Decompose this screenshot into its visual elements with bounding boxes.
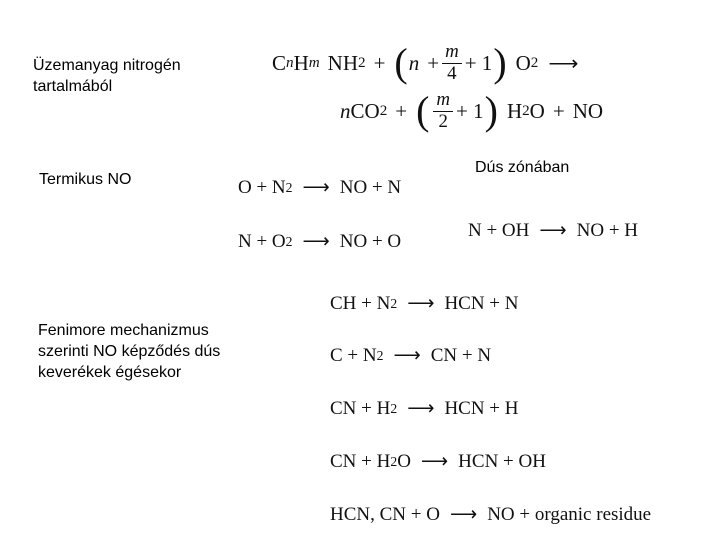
thermal-equation-2 xyxy=(238,230,401,253)
eq-left: O + N xyxy=(238,176,286,198)
eq-plus: + xyxy=(552,98,565,123)
fraction-numerator: m xyxy=(433,90,453,112)
eq-sub: 2 xyxy=(285,233,293,249)
fenimore-equation-1 xyxy=(330,292,519,315)
eq-term: C xyxy=(272,50,287,75)
right-paren: ) xyxy=(493,40,507,86)
eq-right: NO + O xyxy=(339,230,402,252)
eq-term: CO xyxy=(350,98,380,123)
thermal-equation-1 xyxy=(238,176,401,199)
eq-right: NO + organic residue xyxy=(487,503,652,525)
eq-sub: 2 xyxy=(285,179,293,195)
eq-plus: + xyxy=(395,98,408,123)
eq-plus: + xyxy=(373,50,386,75)
eq-term: + 1 xyxy=(464,50,493,75)
eq-sub: n xyxy=(286,54,294,71)
reaction-arrow: ⟶ xyxy=(420,451,449,472)
fenimore-equation-4 xyxy=(330,450,546,473)
fenimore-equation-3 xyxy=(330,397,519,420)
fraction-numerator: m xyxy=(442,42,462,64)
fraction xyxy=(442,42,462,85)
rich-zone-equation xyxy=(468,219,638,242)
rich-zone-label: Dús zónában xyxy=(475,159,570,176)
eq-term: n xyxy=(340,98,351,123)
left-paren: ( xyxy=(394,40,408,86)
eq-sub: 2 xyxy=(390,453,398,469)
fuel-equation-line1 xyxy=(272,38,588,88)
fraction xyxy=(433,90,453,133)
eq-term: NH xyxy=(327,50,359,75)
eq-right: NO + N xyxy=(339,176,402,198)
eq-sub: 2 xyxy=(522,102,530,119)
eq-right: HCN + N xyxy=(444,292,519,314)
eq-term: O xyxy=(515,50,531,75)
eq-sub: m xyxy=(308,54,320,71)
fenimore-equation-5 xyxy=(330,503,651,526)
eq-right: HCN + H xyxy=(444,397,519,419)
eq-left: CN + H xyxy=(330,397,391,419)
eq-left: C + N xyxy=(330,344,377,366)
reaction-arrow: ⟶ xyxy=(407,293,435,314)
eq-term: H xyxy=(293,50,309,75)
eq-term: NO xyxy=(572,98,604,123)
eq-right: NO + H xyxy=(576,219,639,241)
reaction-arrow: ⟶ xyxy=(539,220,567,241)
eq-right: HCN + OH xyxy=(458,450,546,472)
fenimore-label: Fenimore mechanizmus szerinti NO képződés dús keverékek égésekor xyxy=(38,322,221,381)
eq-left: N + OH xyxy=(468,219,530,241)
fenimore-equation-2 xyxy=(330,344,491,367)
eq-left: HCN, CN + O xyxy=(330,503,440,525)
eq-term: H xyxy=(506,98,523,123)
eq-sub: 2 xyxy=(376,347,384,363)
fuel-nitrogen-label: Üzemanyag nitrogén tartalmából xyxy=(33,57,181,95)
eq-term: + 1 xyxy=(456,98,484,123)
eq-left: CN + H xyxy=(330,450,391,472)
eq-left: N + O xyxy=(238,230,286,252)
right-paren: ) xyxy=(484,88,498,134)
eq-right: CN + N xyxy=(430,344,492,366)
thermal-no-label: Termikus NO xyxy=(39,171,132,188)
eq-sub: 2 xyxy=(379,102,388,119)
eq-left: CH + N xyxy=(330,292,391,314)
eq-left-tail: O xyxy=(397,450,411,472)
reaction-arrow: ⟶ xyxy=(407,398,435,419)
reaction-arrow: ⟶ xyxy=(449,504,478,525)
eq-sub: 2 xyxy=(390,295,398,311)
reaction-arrow: ⟶ xyxy=(393,345,421,366)
reaction-arrow: ⟶ xyxy=(302,231,330,252)
eq-plus: + xyxy=(427,50,440,75)
fraction-denominator: 2 xyxy=(438,110,448,132)
reaction-arrow: ⟶ xyxy=(548,50,579,75)
eq-sub: 2 xyxy=(530,54,539,71)
eq-term: O xyxy=(529,98,545,123)
eq-term: n xyxy=(408,50,420,75)
left-paren: ( xyxy=(416,88,430,134)
eq-sub: 2 xyxy=(358,54,366,71)
reaction-arrow: ⟶ xyxy=(302,177,330,198)
fuel-equation-line2 xyxy=(340,86,603,136)
eq-sub: 2 xyxy=(390,400,398,416)
fraction-denominator: 4 xyxy=(447,62,457,84)
